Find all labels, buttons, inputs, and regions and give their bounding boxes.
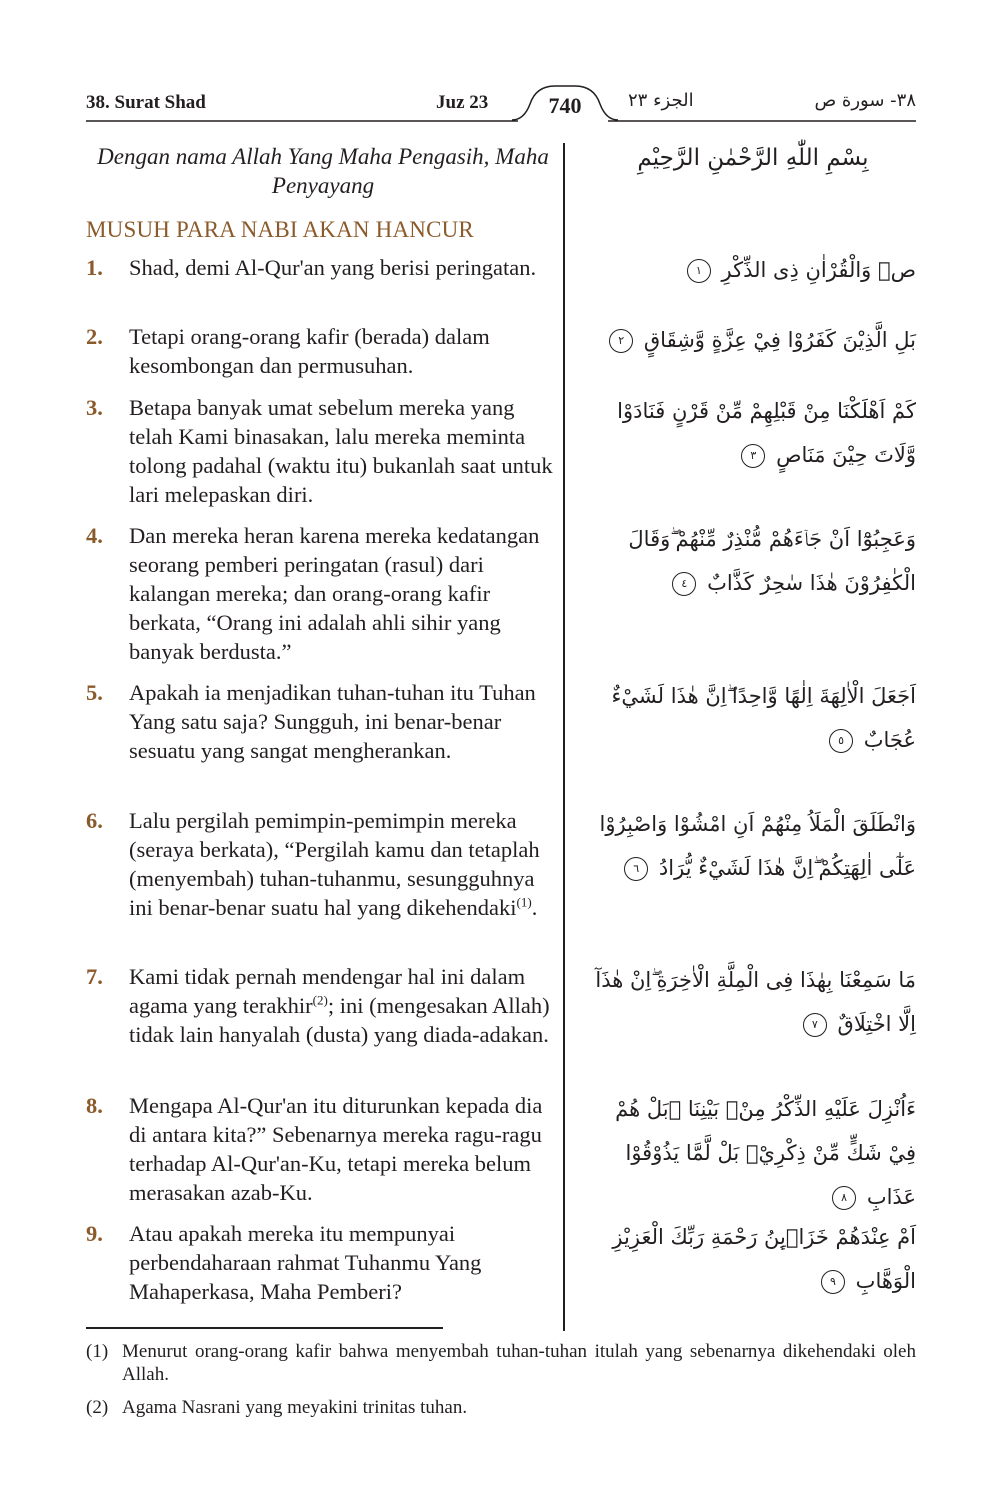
basmala-arabic: بِسْمِ اللّٰهِ الرَّحْمٰنِ الرَّحِيْمِ (637, 145, 869, 171)
arabic-text: كَمْ اَهْلَكْنَا مِنْ قَبْلِهِمْ مِّنْ قَرْنٍ فَنَادَوْا وَّلَاتَ حِيْنَ مَنَاصٍ (617, 399, 916, 467)
verse-text: Mengapa Al-Qur'an itu diturunkan kepada dia di antara kita?” Sebenarnya mereka ragu-ragu terhadap Al-Qur'an-Ku, tetapi mereka belum merasakan azab-Ku. (129, 1093, 543, 1205)
arabic-text: وَانْطَلَقَ الْمَلَاُ مِنْهُمْ اَنِ امْشُوْا وَاصْبِرُوْا عَلٰٓى اٰلِهَتِكُمْ ۖاِنَّ هٰذَا لَشَيْءٌ يُّرَادُ (599, 812, 916, 880)
ayah-marker-icon: ٦ (624, 857, 648, 881)
verse-text: Apakah ia menjadikan tuhan-tuhan itu Tuhan Yang satu saja? Sungguh, ini benar-benar sesuatu yang sangat mengherankan. (129, 680, 536, 763)
footnote-ref-2: (2) (312, 992, 328, 1008)
header-surah-latin: 38. Surat Shad (86, 92, 206, 113)
verse-6 (86, 806, 560, 922)
arabic-text: ءَاُنْزِلَ عَلَيْهِ الذِّكْرُ مِنْۢ بَيْنِنَا ۗبَلْ هُمْ فِيْ شَكٍّ مِّنْ ذِكْرِيْۚ بَلْ لَّمَّا يَذُوْقُوْا عَذَابِ (615, 1097, 916, 1209)
header-juz-latin: Juz 23 (436, 92, 489, 113)
verse-text: Atau apakah mereka itu mempunyai perbendaharaan rahmat Tuhanmu Yang Mahaperkasa, Maha Pemberi? (129, 1221, 482, 1304)
ayah-marker-icon: ٨ (832, 1186, 856, 1210)
arabic-verse-4 (590, 517, 916, 605)
basmala-translation: Dengan nama Allah Yang Maha Pengasih, Maha Penyayang (97, 144, 549, 198)
section-title: MUSUH PARA NABI AKAN HANCUR (86, 217, 474, 242)
footnote-text: Menurut orang-orang kafir bahwa menyembah tuhan-tuhan itulah yang sebenarnya dikehendaki oleh Allah. (122, 1341, 916, 1385)
arabic-text: صۤ وَالْقُرْاٰنِ ذِى الذِّكْرِ (721, 258, 916, 282)
verse-5 (86, 678, 560, 765)
ayah-marker-icon: ٩ (821, 1270, 845, 1294)
ayah-marker-icon: ١ (687, 259, 711, 283)
verse-number: 2. (86, 324, 103, 349)
arabic-text: مَا سَمِعْنَا بِهٰذَا فِى الْمِلَّةِ الْاٰخِرَةِ ۖاِنْ هٰذَآ اِلَّا اخْتِلَاقٌ (595, 968, 916, 1036)
header-surah-arabic: ٣٨- سورة ص (814, 90, 916, 111)
ayah-marker-icon: ٧ (803, 1013, 827, 1037)
arabic-verse-2 (590, 318, 916, 362)
verse-4 (86, 521, 560, 666)
arabic-verse-1 (590, 248, 916, 292)
arabic-text: بَلِ الَّذِيْنَ كَفَرُوْا فِيْ عِزَّةٍ وَّشِقَاقٍ (643, 328, 916, 352)
verse-number: 3. (86, 395, 103, 420)
verse-number: 8. (86, 1093, 103, 1118)
footnote-text: Agama Nasrani yang meyakini trinitas tuhan. (122, 1397, 468, 1418)
verse-text: Betapa banyak umat sebelum mereka yang telah Kami binasakan, lalu mereka meminta tolong padahal (waktu itu) bukanlah saat untuk lari melepaskan diri. (129, 395, 553, 507)
arabic-verse-3 (590, 389, 916, 477)
verse-text-main: Lalu pergilah pemimpin-pemimpin mereka (seraya berkata), “Pergilah kamu dan tetaplah (menyembah) tuhan-tuhanmu, sesungguhnya ini benar-benar suatu hal yang dikehendaki (129, 808, 540, 920)
header-rule (86, 119, 916, 125)
verse-number: 9. (86, 1221, 103, 1246)
ayah-marker-icon: ٣ (741, 444, 765, 468)
verse-number: 4. (86, 523, 103, 548)
verse-text (129, 962, 560, 1049)
verse-number: 6. (86, 808, 103, 833)
header-juz-arabic: الجزء ٢٣ (628, 90, 694, 111)
verse-text-main: Kami tidak pernah mendengar hal ini dalam agama yang terakhir (129, 964, 526, 1018)
verse-1 (86, 253, 560, 282)
arabic-verse-9 (590, 1215, 916, 1303)
ayah-marker-icon: ٢ (609, 329, 633, 353)
verse-8 (86, 1091, 560, 1207)
footnote-ref-1: (1) (516, 894, 532, 910)
verse-text: Tetapi orang-orang kafir (berada) dalam kesombongan dan permusuhan. (129, 324, 490, 378)
footnote-label: (2) (86, 1397, 109, 1418)
verse-number: 5. (86, 680, 103, 705)
verse-2 (86, 322, 560, 380)
verse-text (129, 806, 560, 922)
arabic-verse-6 (590, 802, 916, 890)
ayah-marker-icon: ٤ (672, 572, 696, 596)
verse-text: Shad, demi Al-Qur'an yang berisi peringatan. (129, 255, 537, 280)
page-number: 740 (548, 93, 582, 118)
footnote-rule (86, 1327, 443, 1329)
verse-number: 1. (86, 255, 103, 280)
arabic-verse-5 (590, 674, 916, 762)
arabic-text: اَمْ عِنْدَهُمْ خَزَاۤىِٕنُ رَحْمَةِ رَبِّكَ الْعَزِيْزِ الْوَهَّابِ (612, 1225, 916, 1293)
footnote-label: (1) (86, 1341, 109, 1362)
arabic-verse-8 (590, 1087, 916, 1219)
verse-text: Dan mereka heran karena mereka kedatangan seorang pemberi peringatan (rasul) dari kalangan mereka; dan orang-orang kafir berkata, “Orang ini adalah ahli sihir yang banyak berdusta.” (129, 523, 540, 664)
arabic-verse-7 (590, 958, 916, 1046)
arabic-text: وَعَجِبُوْٓا اَنْ جَاۤءَهُمْ مُّنْذِرٌ مِّنْهُمْ ۖوَقَالَ الْكٰفِرُوْنَ هٰذَا سٰحِرٌ كَذَّابٌ (628, 527, 916, 595)
verse-text-tail: . (531, 895, 538, 920)
arabic-text: اَجَعَلَ الْاٰلِهَةَ اِلٰهًا وَّاحِدًا ۖاِنَّ هٰذَا لَشَيْءٌ عُجَابٌ (611, 684, 916, 752)
column-divider (563, 143, 565, 1331)
verse-7 (86, 962, 560, 1049)
ayah-marker-icon: ٥ (829, 729, 853, 753)
verse-number: 7. (86, 964, 103, 989)
footnote-1 (86, 1340, 916, 1386)
verse-text-tail: ; ini (mengesakan Allah) tidak lain hanyalah (dusta) yang diada-adakan. (129, 993, 550, 1047)
footnote-2 (86, 1396, 916, 1419)
verse-9 (86, 1219, 560, 1306)
verse-3 (86, 393, 560, 509)
